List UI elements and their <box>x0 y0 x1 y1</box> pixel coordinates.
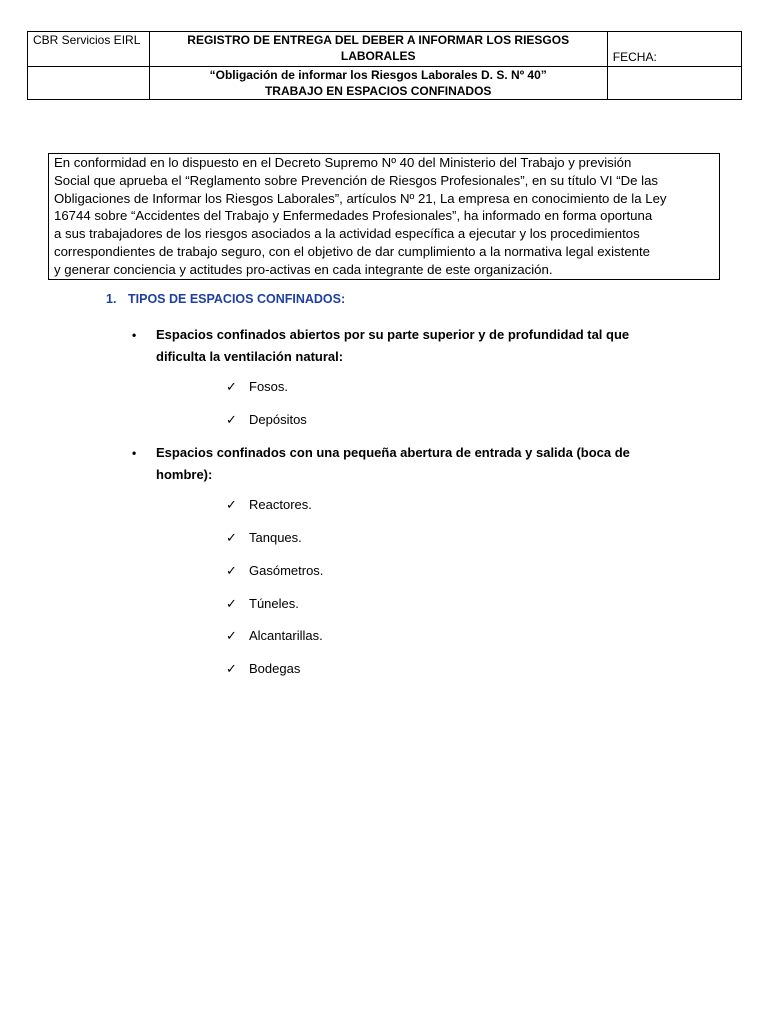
check-list-item <box>226 496 312 514</box>
check-item-label: Depósitos <box>249 412 307 427</box>
checkmark-icon: ✓ <box>226 628 237 643</box>
checkmark-icon: ✓ <box>226 596 237 611</box>
check-item-label: Alcantarillas. <box>249 628 323 643</box>
intro-paragraph-box <box>48 153 720 280</box>
intro-line: Social que aprueba el “Reglamento sobre Prevención de Riesgos Profesionales”, en su título VI “De las <box>54 172 659 188</box>
section-title: TIPOS DE ESPACIOS CONFINADOS: <box>128 292 346 306</box>
bullet-item <box>132 442 672 486</box>
check-item-label: Fosos. <box>249 379 289 394</box>
bullet-icon: • <box>132 446 137 460</box>
checkmark-icon: ✓ <box>226 661 237 676</box>
bullet-text-line2: hombre): <box>156 467 213 482</box>
intro-line: Obligaciones de Informar los Riesgos Laborales”, artículos Nº 21, La empresa en conocimiento de la Ley <box>54 190 667 206</box>
checkmark-icon: ✓ <box>226 497 237 512</box>
company-name: CBR Servicios EIRL <box>28 32 150 67</box>
check-item-label: Bodegas <box>249 661 301 676</box>
bullet-icon: • <box>132 328 137 342</box>
bullet-text-line1: Espacios confinados abiertos por su parte superior y de profundidad tal que <box>156 327 630 342</box>
check-list-item <box>226 378 288 396</box>
check-item-label: Reactores. <box>249 497 312 512</box>
check-list-item <box>226 595 299 613</box>
document-title-line1: REGISTRO DE ENTREGA DEL DEBER A INFORMAR LOS RIESGOS <box>187 33 570 47</box>
check-list-item <box>226 627 323 645</box>
check-item-label: Túneles. <box>249 596 299 611</box>
empty-cell <box>28 67 150 100</box>
document-header-table <box>27 31 742 100</box>
section-heading <box>106 292 345 306</box>
intro-line: En conformidad en lo dispuesto en el Decreto Supremo Nº 40 del Ministerio del Trabajo y previsión <box>54 155 632 170</box>
check-item-label: Gasómetros. <box>249 563 324 578</box>
document-title <box>149 32 607 67</box>
check-list-item <box>226 562 323 580</box>
intro-line: correspondientes de trabajo seguro, con el objetivo de dar cumplimiento a la normativa legal existente <box>54 243 650 259</box>
bullet-text-line2: dificulta la ventilación natural: <box>156 349 344 364</box>
checkmark-icon: ✓ <box>226 563 237 578</box>
document-subtitle-line2: TRABAJO EN ESPACIOS CONFINADOS <box>264 84 492 98</box>
bullet-text-line1: Espacios confinados con una pequeña abertura de entrada y salida (boca de <box>156 445 630 460</box>
intro-line: y generar conciencia y actitudes pro-activas en cada integrante de este organización. <box>54 261 553 277</box>
checkmark-icon: ✓ <box>226 412 237 427</box>
document-subtitle-line1: “Obligación de informar los Riesgos Laborales D. S. Nº 40” <box>209 68 547 82</box>
checkmark-icon: ✓ <box>226 379 237 394</box>
checkmark-icon: ✓ <box>226 530 237 545</box>
intro-line: 16744 sobre “Accidentes del Trabajo y Enfermedades Profesionales”, ha informado en forma oportuna <box>54 208 653 224</box>
intro-line: a sus trabajadores de los riesgos asociados a la actividad específica a ejecutar y los procedimientos <box>54 226 640 242</box>
document-title-line2: LABORALES <box>340 49 416 63</box>
check-list-item <box>226 529 302 547</box>
check-list-item <box>226 411 307 429</box>
check-item-label: Tanques. <box>249 530 302 545</box>
date-label: FECHA: <box>607 32 741 67</box>
check-list-item <box>226 660 300 678</box>
section-number: 1. <box>106 292 117 306</box>
date-value-cell <box>607 67 741 100</box>
bullet-item <box>132 324 672 368</box>
document-subtitle <box>149 67 607 100</box>
